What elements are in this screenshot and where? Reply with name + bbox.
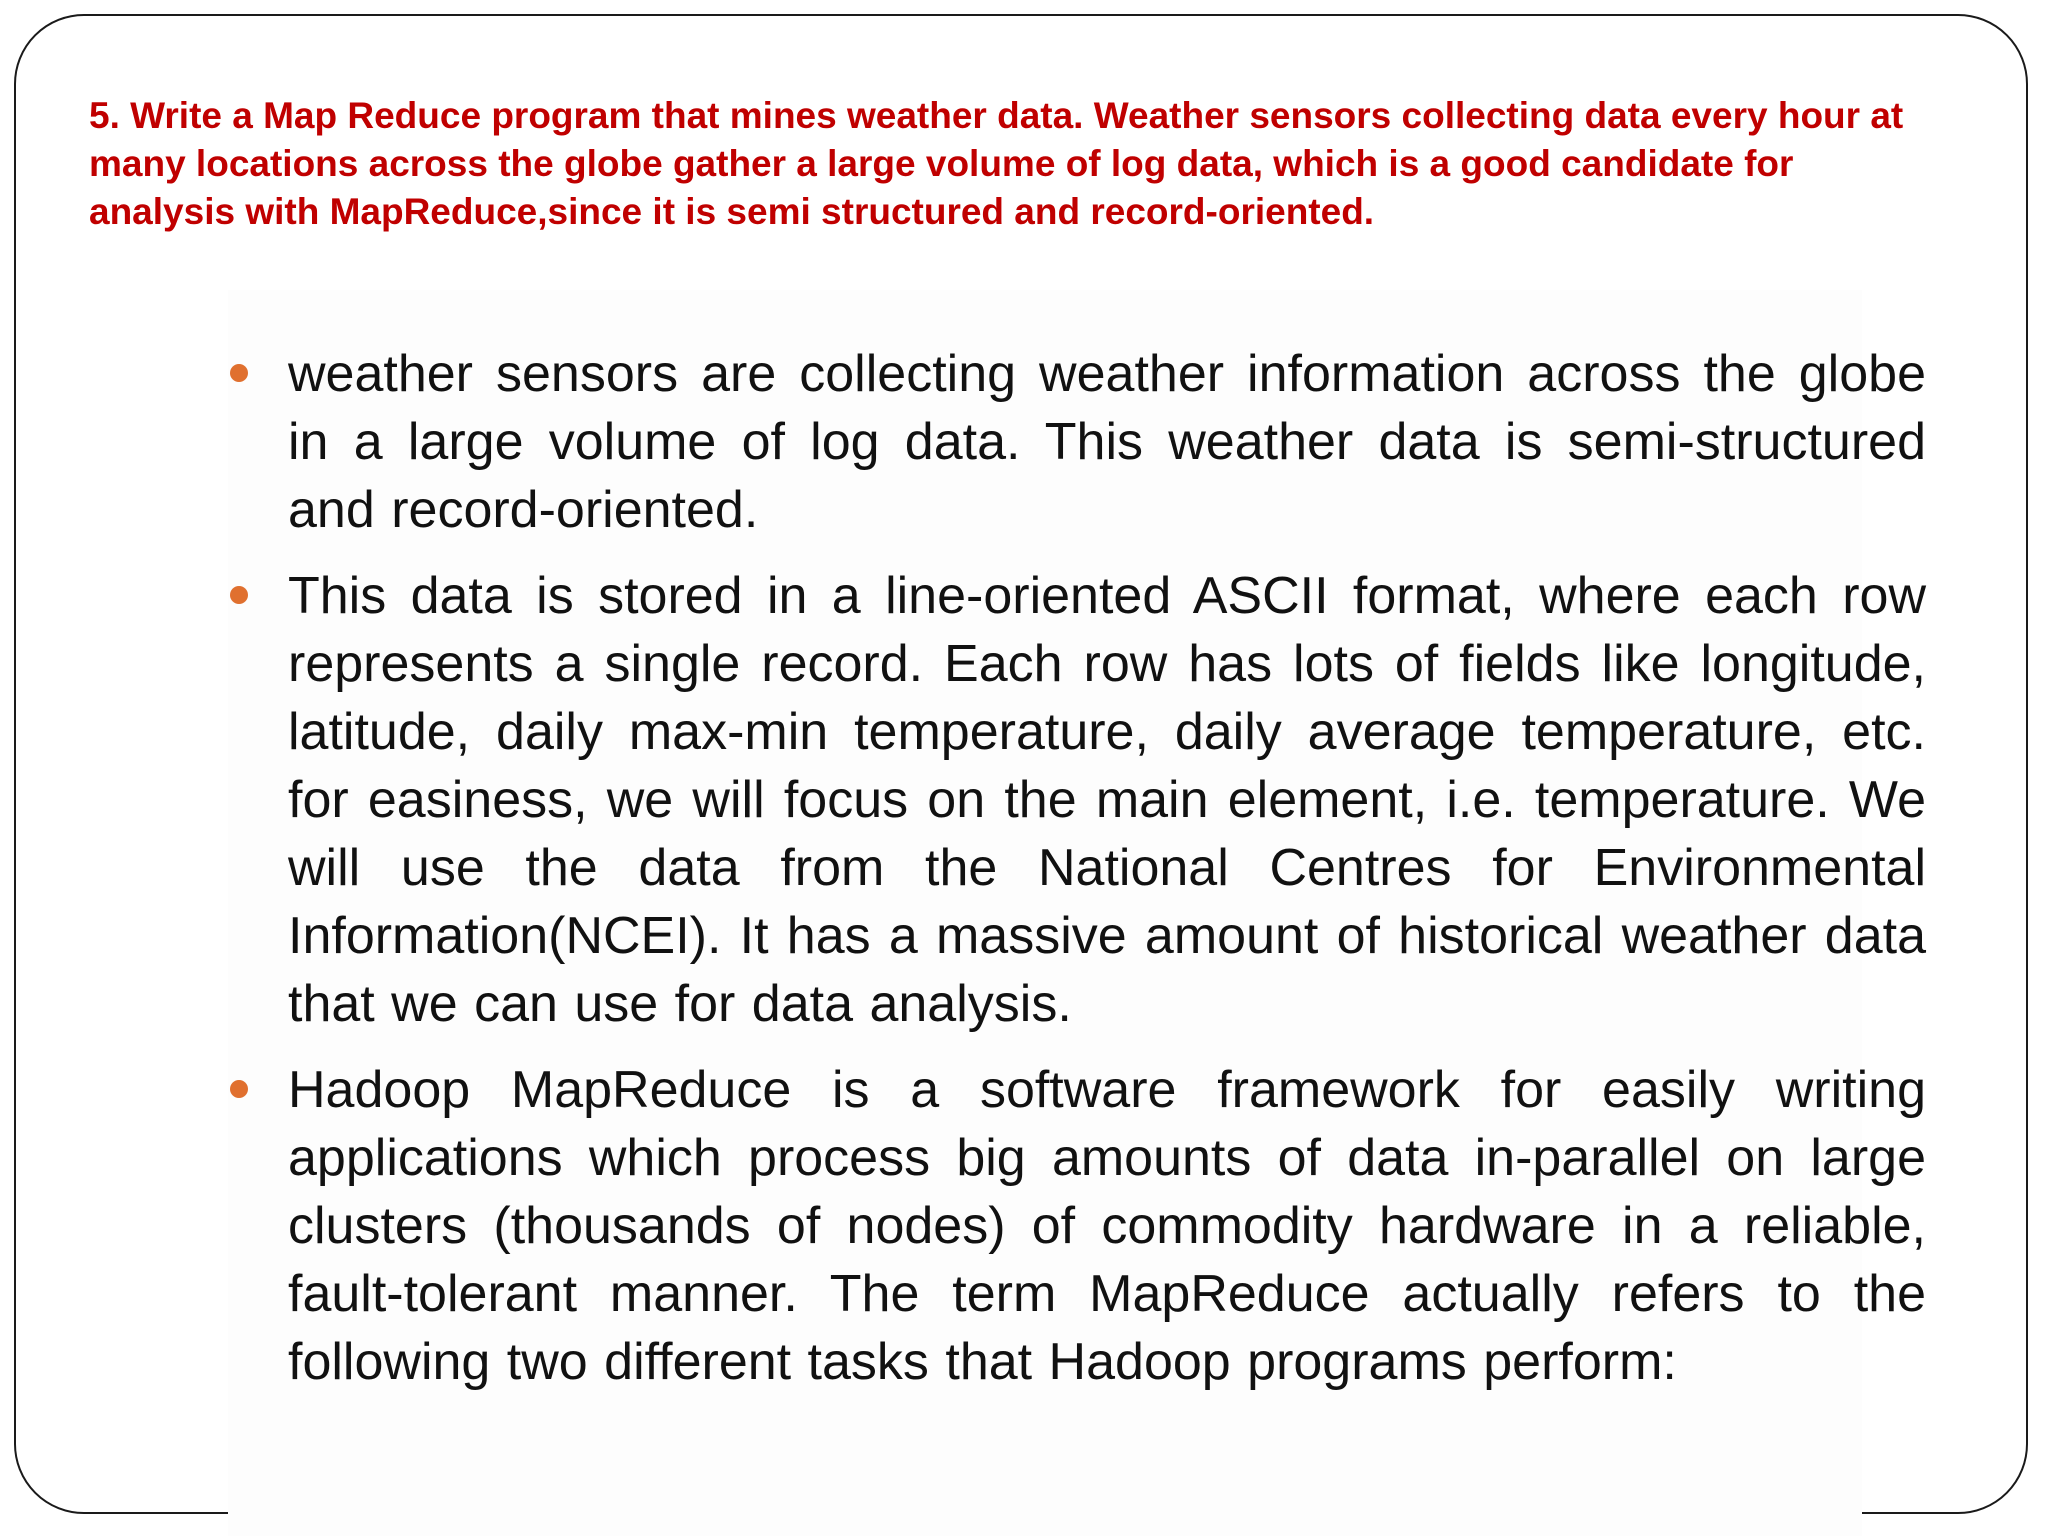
bullet-dot-icon <box>230 586 248 604</box>
bullet-item-2 <box>226 562 1926 1038</box>
bullet-item-1 <box>226 340 1926 544</box>
slide-title: 5. Write a Map Reduce program that mines weather data. Weather sensors collecting data every hour at many locations across the globe gather a large volume of log data, which is a good candidate for analysis with MapReduce,since it is semi structured and record-oriented. <box>89 95 1904 232</box>
bullet-dot-icon <box>230 1080 248 1098</box>
bullet-text: weather sensors are collecting weather information across the globe in a large volume of log data. This weather data is semi-structured and record-oriented. <box>288 345 1926 539</box>
bullet-text: This data is stored in a line-oriented ASCII format, where each row represents a single record. Each row has lots of fields like longitude, latitude, daily max-min temperature, daily average temperature, etc. for easiness, we will focus on the main element, i.e. temperature. We will use the data from the National Centres for Environmental Information(NCEI). It has a massive amount of historical weather data that we can use for data analysis. <box>288 567 1926 1033</box>
bullet-item-3 <box>226 1056 1926 1396</box>
bullet-list <box>226 340 1926 1414</box>
bullet-text: Hadoop MapReduce is a software framework for easily writing applications which process big amounts of data in-parallel on large clusters (thousands of nodes) of commodity hardware in a reliable, fault-tolerant manner. The term MapReduce actually refers to the following two different tasks that Hadoop programs perform: <box>288 1061 1926 1391</box>
bullet-dot-icon <box>230 364 248 382</box>
